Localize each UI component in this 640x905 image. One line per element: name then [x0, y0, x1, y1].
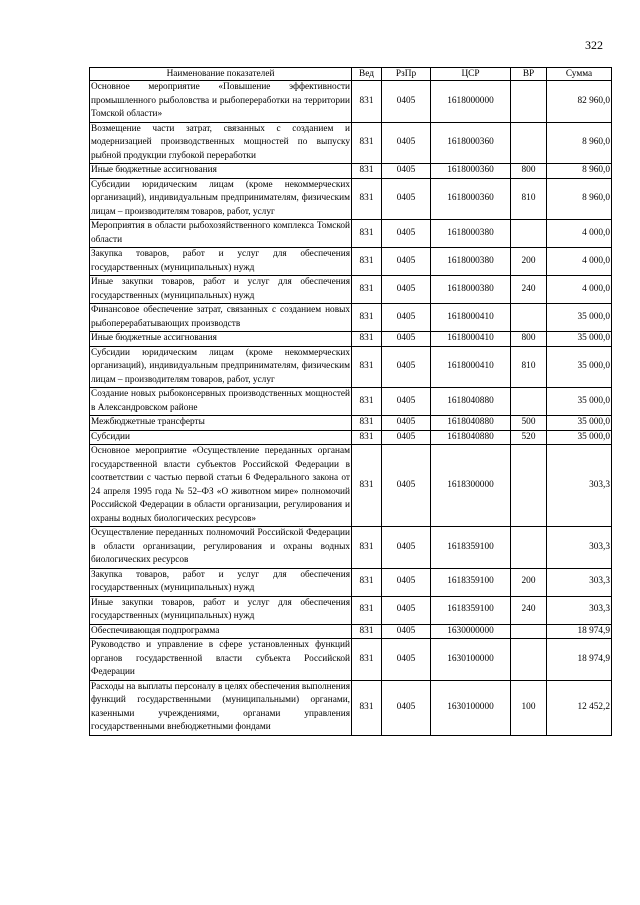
- cell-vr: [511, 624, 547, 639]
- cell-ved: 831: [352, 346, 382, 388]
- cell-name: Финансовое обеспечение затрат, связанных с созданием новых рыбоперерабатывающих производств: [90, 304, 352, 332]
- cell-vr: 240: [511, 276, 547, 304]
- cell-ved: 831: [352, 276, 382, 304]
- cell-name: Осуществление переданных полномочий Российской Федерации в области организации, регулирования и охраны водных биологических ресурсов: [90, 527, 352, 569]
- table-row: [90, 346, 612, 388]
- cell-rzpr: 0405: [382, 332, 431, 347]
- cell-sum: 35 000,0: [547, 430, 612, 445]
- cell-vr: [511, 388, 547, 416]
- cell-sum: 8 960,0: [547, 122, 612, 164]
- cell-csr: 1618000360: [431, 122, 511, 164]
- cell-name: Расходы на выплаты персоналу в целях обеспечения выполнения функций государственными (муниципальными) органами, казенными учреждениями, органами управления государственными внебюджетными фондами: [90, 680, 352, 735]
- cell-name: Иные бюджетные ассигнования: [90, 164, 352, 179]
- table-row: [90, 639, 612, 681]
- cell-vr: [511, 639, 547, 681]
- cell-vr: 500: [511, 416, 547, 431]
- cell-name: Иные закупки товаров, работ и услуг для обеспечения государственных (муниципальных) нужд: [90, 596, 352, 624]
- cell-sum: 303,3: [547, 527, 612, 569]
- cell-csr: 1618359100: [431, 596, 511, 624]
- cell-csr: 1618000360: [431, 178, 511, 220]
- cell-vr: 240: [511, 596, 547, 624]
- cell-name: Иные бюджетные ассигнования: [90, 332, 352, 347]
- cell-rzpr: 0405: [382, 445, 431, 527]
- cell-ved: 831: [352, 304, 382, 332]
- cell-ved: 831: [352, 680, 382, 735]
- cell-csr: 1618000380: [431, 220, 511, 248]
- cell-rzpr: 0405: [382, 388, 431, 416]
- table-row: [90, 164, 612, 179]
- cell-csr: 1618040880: [431, 430, 511, 445]
- cell-sum: 35 000,0: [547, 388, 612, 416]
- cell-name: Иные закупки товаров, работ и услуг для обеспечения государственных (муниципальных) нужд: [90, 276, 352, 304]
- table-row: [90, 388, 612, 416]
- cell-name: Субсидии юридическим лицам (кроме некоммерческих организаций), индивидуальным предпринимателям, физическим лицам – производителям товаров, работ, услуг: [90, 178, 352, 220]
- cell-sum: 82 960,0: [547, 81, 612, 123]
- header-sum: Сумма: [547, 68, 612, 81]
- header-ved: Вед: [352, 68, 382, 81]
- cell-rzpr: 0405: [382, 81, 431, 123]
- cell-vr: 800: [511, 332, 547, 347]
- cell-rzpr: 0405: [382, 624, 431, 639]
- cell-ved: 831: [352, 639, 382, 681]
- table-row: [90, 596, 612, 624]
- cell-vr: 810: [511, 178, 547, 220]
- cell-vr: [511, 527, 547, 569]
- cell-vr: 200: [511, 248, 547, 276]
- cell-ved: 831: [352, 220, 382, 248]
- cell-csr: 1618300000: [431, 445, 511, 527]
- table-row: [90, 416, 612, 431]
- cell-name: Руководство и управление в сфере установленных функций органов государственной власти субъекта Российской Федерации: [90, 639, 352, 681]
- cell-rzpr: 0405: [382, 304, 431, 332]
- header-name: Наименование показателей: [90, 68, 352, 81]
- cell-rzpr: 0405: [382, 596, 431, 624]
- cell-csr: 1618359100: [431, 527, 511, 569]
- cell-vr: 100: [511, 680, 547, 735]
- cell-sum: 8 960,0: [547, 164, 612, 179]
- cell-rzpr: 0405: [382, 178, 431, 220]
- cell-vr: [511, 445, 547, 527]
- cell-sum: 4 000,0: [547, 248, 612, 276]
- table-row: [90, 624, 612, 639]
- cell-csr: 1630100000: [431, 680, 511, 735]
- cell-rzpr: 0405: [382, 164, 431, 179]
- cell-rzpr: 0405: [382, 527, 431, 569]
- table-row: [90, 304, 612, 332]
- budget-table: [89, 67, 612, 736]
- table-row: [90, 81, 612, 123]
- table-row: [90, 276, 612, 304]
- cell-name: Обеспечивающая подпрограмма: [90, 624, 352, 639]
- table-row: [90, 122, 612, 164]
- cell-rzpr: 0405: [382, 276, 431, 304]
- cell-csr: 1618000380: [431, 248, 511, 276]
- cell-rzpr: 0405: [382, 680, 431, 735]
- cell-csr: 1618000410: [431, 346, 511, 388]
- cell-sum: 4 000,0: [547, 220, 612, 248]
- table-row: [90, 568, 612, 596]
- table-row: [90, 680, 612, 735]
- cell-sum: 35 000,0: [547, 346, 612, 388]
- cell-sum: 303,3: [547, 445, 612, 527]
- table-row: [90, 248, 612, 276]
- header-rzpr: РзПр: [382, 68, 431, 81]
- cell-sum: 18 974,9: [547, 639, 612, 681]
- cell-name: Возмещение части затрат, связанных с созданием и модернизацией производственных мощностей по выпуску рыбной продукции глубокой переработки: [90, 122, 352, 164]
- cell-csr: 1618000410: [431, 304, 511, 332]
- cell-name: Субсидии: [90, 430, 352, 445]
- cell-ved: 831: [352, 122, 382, 164]
- cell-vr: [511, 81, 547, 123]
- cell-rzpr: 0405: [382, 346, 431, 388]
- cell-name: Межбюджетные трансферты: [90, 416, 352, 431]
- cell-csr: 1630100000: [431, 639, 511, 681]
- cell-ved: 831: [352, 164, 382, 179]
- header-vr: ВР: [511, 68, 547, 81]
- table-row: [90, 178, 612, 220]
- cell-ved: 831: [352, 388, 382, 416]
- cell-name: Закупка товаров, работ и услуг для обеспечения государственных (муниципальных) нужд: [90, 568, 352, 596]
- header-csr: ЦСР: [431, 68, 511, 81]
- cell-ved: 831: [352, 332, 382, 347]
- cell-sum: 303,3: [547, 596, 612, 624]
- table-header-row: [90, 68, 612, 81]
- table-row: [90, 527, 612, 569]
- cell-ved: 831: [352, 430, 382, 445]
- cell-rzpr: 0405: [382, 122, 431, 164]
- cell-vr: 810: [511, 346, 547, 388]
- cell-ved: 831: [352, 178, 382, 220]
- cell-sum: 18 974,9: [547, 624, 612, 639]
- cell-csr: 1618000000: [431, 81, 511, 123]
- cell-csr: 1618000380: [431, 276, 511, 304]
- cell-name: Основное мероприятие «Повышение эффективности промышленного рыболовства и рыбопереработки на территории Томской области»: [90, 81, 352, 123]
- cell-csr: 1618040880: [431, 416, 511, 431]
- cell-name: Создание новых рыбоконсервных производственных мощностей в Александровском районе: [90, 388, 352, 416]
- cell-rzpr: 0405: [382, 416, 431, 431]
- cell-vr: [511, 220, 547, 248]
- cell-ved: 831: [352, 445, 382, 527]
- cell-sum: 35 000,0: [547, 416, 612, 431]
- cell-rzpr: 0405: [382, 248, 431, 276]
- cell-ved: 831: [352, 416, 382, 431]
- table-row: [90, 445, 612, 527]
- table-row: [90, 430, 612, 445]
- cell-csr: 1618359100: [431, 568, 511, 596]
- cell-vr: 800: [511, 164, 547, 179]
- cell-sum: 35 000,0: [547, 332, 612, 347]
- cell-ved: 831: [352, 596, 382, 624]
- cell-sum: 8 960,0: [547, 178, 612, 220]
- cell-ved: 831: [352, 568, 382, 596]
- cell-ved: 831: [352, 527, 382, 569]
- cell-csr: 1618000410: [431, 332, 511, 347]
- cell-ved: 831: [352, 248, 382, 276]
- cell-sum: 303,3: [547, 568, 612, 596]
- table-row: [90, 332, 612, 347]
- cell-csr: 1630000000: [431, 624, 511, 639]
- cell-rzpr: 0405: [382, 639, 431, 681]
- cell-csr: 1618000360: [431, 164, 511, 179]
- cell-rzpr: 0405: [382, 568, 431, 596]
- cell-name: Мероприятия в области рыбохозяйственного комплекса Томской области: [90, 220, 352, 248]
- cell-name: Закупка товаров, работ и услуг для обеспечения государственных (муниципальных) нужд: [90, 248, 352, 276]
- cell-vr: [511, 304, 547, 332]
- cell-sum: 4 000,0: [547, 276, 612, 304]
- cell-sum: 12 452,2: [547, 680, 612, 735]
- cell-vr: 200: [511, 568, 547, 596]
- cell-ved: 831: [352, 624, 382, 639]
- cell-name: Основное мероприятие «Осуществление переданных органам государственной власти субъектов Российской Федерации в соответствии с частью первой статьи 6 Федерального закона от 24 апреля 1995 года № 52–ФЗ «О животном мире» полномочий Российской Федерации в области организации, регулирования и охраны водных биологических ресурсов»: [90, 445, 352, 527]
- cell-vr: [511, 122, 547, 164]
- cell-csr: 1618040880: [431, 388, 511, 416]
- cell-rzpr: 0405: [382, 220, 431, 248]
- cell-ved: 831: [352, 81, 382, 123]
- page-number: 322: [585, 38, 603, 52]
- cell-rzpr: 0405: [382, 430, 431, 445]
- table-row: [90, 220, 612, 248]
- cell-sum: 35 000,0: [547, 304, 612, 332]
- cell-name: Субсидии юридическим лицам (кроме некоммерческих организаций), индивидуальным предпринимателям, физическим лицам – производителям товаров, работ, услуг: [90, 346, 352, 388]
- cell-vr: 520: [511, 430, 547, 445]
